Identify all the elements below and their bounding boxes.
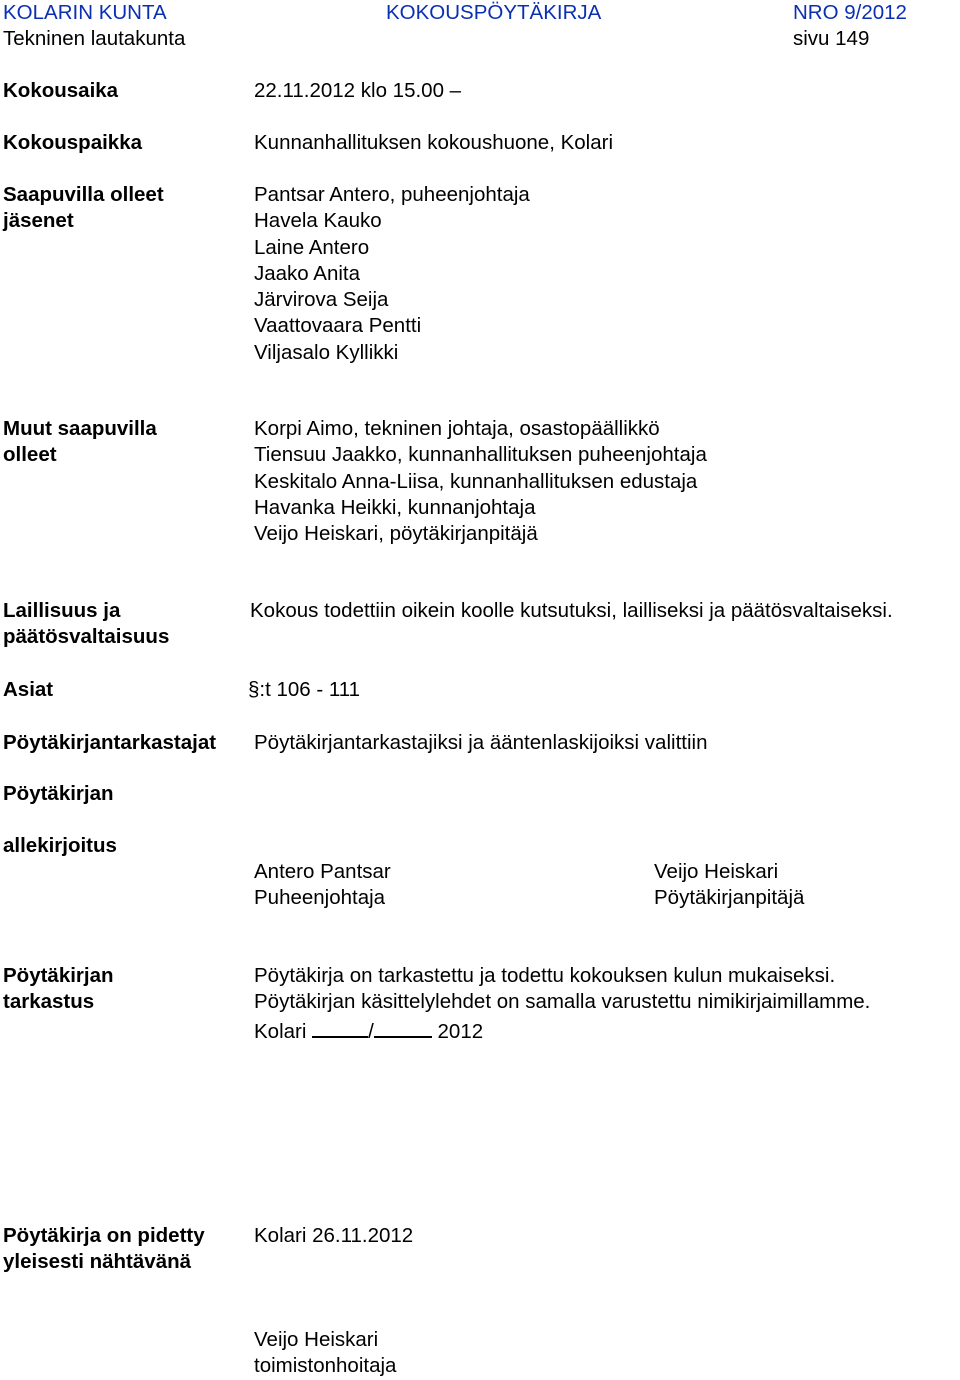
review-line: Pöytäkirja on tarkastettu ja todettu kokouksen kulun mukaiseksi.	[254, 964, 836, 987]
list-item: Keskitalo Anna-Liisa, kunnanhallituksen edustaja	[254, 469, 698, 493]
publication-officer	[254, 1327, 396, 1380]
list-item: Tiensuu Jaakko, kunnanhallituksen puheenjohtaja	[254, 443, 707, 467]
month-blank	[374, 1016, 432, 1038]
day-blank	[312, 1016, 368, 1038]
officer-name: Veijo Heiskari	[254, 1328, 379, 1351]
members-list	[254, 182, 530, 366]
list-item: Laine Antero	[254, 235, 370, 259]
organization-name: KOLARIN KUNTA	[3, 1, 167, 24]
others-label: Muut saapuvilla olleet	[3, 417, 157, 467]
publication-value: Kolari 26.11.2012	[254, 1224, 414, 1247]
signer-name: Antero Pantsar	[254, 860, 391, 883]
list-item: Järvirova Seija	[254, 288, 389, 312]
review-date-line	[254, 1016, 870, 1045]
page-number: sivu 149	[793, 27, 870, 50]
items-value: §:t 106 - 111	[248, 678, 361, 701]
review-year: 2012	[437, 1019, 484, 1043]
legality-value: Kokous todettiin oikein koolle kutsutuksi, lailliseksi ja päätösvaltaiseksi.	[250, 599, 893, 622]
officer-title: toimistonhoitaja	[254, 1354, 397, 1378]
members-label: Saapuvilla olleet jäsenet	[3, 183, 164, 233]
signature-label-line1: Pöytäkirjan	[3, 782, 114, 805]
signer-role: Pöytäkirjanpitäjä	[654, 886, 805, 910]
document-number: NRO 9/2012	[793, 1, 907, 24]
signer-name: Veijo Heiskari	[654, 860, 779, 883]
meeting-place-value: Kunnanhallituksen kokoushuone, Kolari	[254, 131, 614, 154]
meeting-time-value: 22.11.2012 klo 15.00 –	[254, 79, 462, 102]
list-item: Jaako Anita	[254, 261, 360, 285]
signature-label-line2: allekirjoitus	[3, 834, 117, 857]
inspectors-label: Pöytäkirjantarkastajat	[3, 731, 217, 754]
review-place: Kolari	[254, 1019, 307, 1043]
publication-label: Pöytäkirja on pidetty yleisesti nähtävänä	[3, 1224, 205, 1274]
list-item: Viljasalo Kyllikki	[254, 340, 399, 364]
signer-secretary	[654, 859, 804, 912]
date-separator: /	[368, 1019, 374, 1043]
signer-chair	[254, 859, 391, 912]
review-line: Pöytäkirjan käsittelylehdet on samalla varustettu nimikirjaimillamme.	[254, 990, 871, 1014]
list-item: Pantsar Antero, puheenjohtaja	[254, 183, 530, 206]
list-item: Veijo Heiskari, pöytäkirjanpitäjä	[254, 522, 538, 546]
department-name: Tekninen lautakunta	[3, 27, 186, 50]
inspectors-value: Pöytäkirjantarkastajiksi ja ääntenlaskijoiksi valittiin	[254, 731, 708, 754]
list-item: Vaattovaara Pentti	[254, 314, 422, 338]
meeting-place-label: Kokouspaikka	[3, 131, 142, 154]
list-item: Korpi Aimo, tekninen johtaja, osastopäällikkö	[254, 417, 660, 440]
review-label: Pöytäkirjan tarkastus	[3, 964, 114, 1014]
others-list	[254, 416, 707, 547]
document-type: KOKOUSPÖYTÄKIRJA	[386, 1, 602, 24]
meeting-time-label: Kokousaika	[3, 79, 119, 102]
list-item: Havanka Heikki, kunnanjohtaja	[254, 495, 536, 519]
legality-label: Laillisuus ja päätösvaltaisuus	[3, 599, 170, 649]
items-label: Asiat	[3, 678, 54, 701]
signer-role: Puheenjohtaja	[254, 886, 386, 910]
review-text	[254, 963, 870, 1045]
list-item: Havela Kauko	[254, 209, 382, 233]
